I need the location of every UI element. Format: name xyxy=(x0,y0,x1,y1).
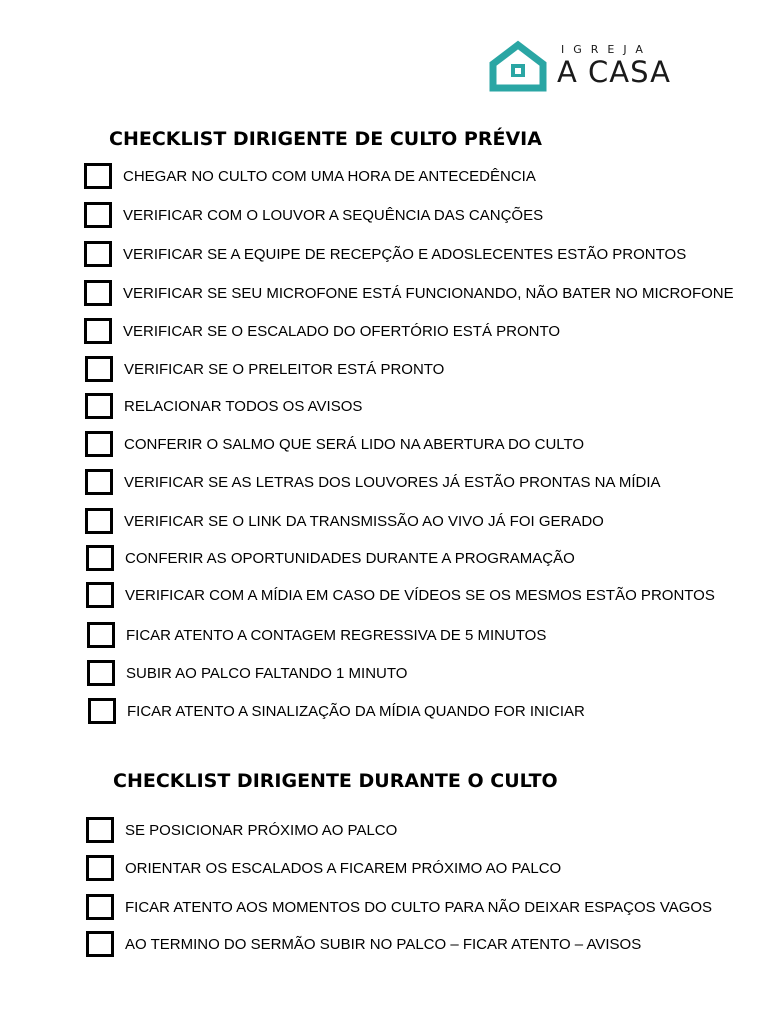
checkbox[interactable] xyxy=(84,241,112,267)
item-label: VERIFICAR SE O PRELEITOR ESTÁ PRONTO xyxy=(124,360,445,378)
section-title-durante: CHECKLIST DIRIGENTE DURANTE O CULTO xyxy=(113,770,558,792)
item-label: VERIFICAR COM A MÍDIA EM CASO DE VÍDEOS SE OS MESMOS ESTÃO PRONTOS xyxy=(125,586,715,604)
checklist-item xyxy=(86,543,575,573)
logo-small-text: IGREJA xyxy=(561,43,652,56)
checkbox[interactable] xyxy=(84,202,112,228)
item-label: CHEGAR NO CULTO COM UMA HORA DE ANTECEDÊNCIA xyxy=(123,167,536,185)
checkbox[interactable] xyxy=(85,508,113,534)
item-label: VERIFICAR SE SEU MICROFONE ESTÁ FUNCIONANDO, NÃO BATER NO MICROFONE xyxy=(123,284,734,302)
checklist-item xyxy=(87,620,546,650)
item-label: VERIFICAR SE AS LETRAS DOS LOUVORES JÁ ESTÃO PRONTAS NA MÍDIA xyxy=(124,473,661,491)
checkbox[interactable] xyxy=(86,545,114,571)
checklist-item xyxy=(85,467,661,497)
item-label: VERIFICAR SE A EQUIPE DE RECEPÇÃO E ADOSLECENTES ESTÃO PRONTOS xyxy=(123,245,687,263)
house-icon xyxy=(489,40,547,92)
item-label: VERIFICAR COM O LOUVOR A SEQUÊNCIA DAS CANÇÕES xyxy=(123,206,544,224)
item-label: CONFERIR O SALMO QUE SERÁ LIDO NA ABERTURA DO CULTO xyxy=(124,435,585,453)
checklist-item xyxy=(86,929,641,959)
checklist-item xyxy=(84,200,543,230)
item-label: FICAR ATENTO A CONTAGEM REGRESSIVA DE 5 MINUTOS xyxy=(126,626,547,644)
checkbox[interactable] xyxy=(85,356,113,382)
checklist-item xyxy=(84,239,686,269)
item-label: SE POSICIONAR PRÓXIMO AO PALCO xyxy=(125,821,398,839)
item-label: VERIFICAR SE O LINK DA TRANSMISSÃO AO VIVO JÁ FOI GERADO xyxy=(124,512,604,530)
checklist-item xyxy=(85,391,362,421)
checklist-item xyxy=(86,892,712,922)
checklist-item xyxy=(86,580,715,610)
checklist-item xyxy=(86,815,397,845)
checkbox[interactable] xyxy=(84,280,112,306)
checklist-item xyxy=(87,658,407,688)
checklist-item xyxy=(85,506,604,536)
checklist-item xyxy=(85,354,444,384)
checklist-item xyxy=(84,316,560,346)
checklist-item xyxy=(84,161,536,191)
checkbox[interactable] xyxy=(84,318,112,344)
checkbox[interactable] xyxy=(85,393,113,419)
item-label: CONFERIR AS OPORTUNIDADES DURANTE A PROGRAMAÇÃO xyxy=(125,549,575,567)
item-label: FICAR ATENTO AOS MOMENTOS DO CULTO PARA NÃO DEIXAR ESPAÇOS VAGOS xyxy=(125,898,713,916)
section-title-previa: CHECKLIST DIRIGENTE DE CULTO PRÉVIA xyxy=(109,128,542,150)
logo-big-text: A CASA xyxy=(557,55,671,89)
item-label: VERIFICAR SE O ESCALADO DO OFERTÓRIO ESTÁ PRONTO xyxy=(123,322,561,340)
checkbox[interactable] xyxy=(87,622,115,648)
church-logo xyxy=(489,40,679,92)
checkbox[interactable] xyxy=(86,931,114,957)
checklist-item xyxy=(88,696,585,726)
checkbox[interactable] xyxy=(88,698,116,724)
checkbox[interactable] xyxy=(86,817,114,843)
checklist-item xyxy=(84,278,734,308)
checklist-item xyxy=(86,853,561,883)
checkbox[interactable] xyxy=(87,660,115,686)
checkbox[interactable] xyxy=(86,582,114,608)
item-label: RELACIONAR TODOS OS AVISOS xyxy=(124,397,363,415)
item-label: SUBIR AO PALCO FALTANDO 1 MINUTO xyxy=(126,664,408,682)
item-label: AO TERMINO DO SERMÃO SUBIR NO PALCO – FICAR ATENTO – AVISOS xyxy=(125,935,642,953)
checkbox[interactable] xyxy=(85,469,113,495)
checkbox[interactable] xyxy=(86,855,114,881)
checkbox[interactable] xyxy=(86,894,114,920)
item-label: ORIENTAR OS ESCALADOS A FICAREM PRÓXIMO AO PALCO xyxy=(125,859,562,877)
checklist-item xyxy=(85,429,584,459)
item-label: FICAR ATENTO A SINALIZAÇÃO DA MÍDIA QUANDO FOR INICIAR xyxy=(127,702,585,720)
checkbox[interactable] xyxy=(85,431,113,457)
checkbox[interactable] xyxy=(84,163,112,189)
